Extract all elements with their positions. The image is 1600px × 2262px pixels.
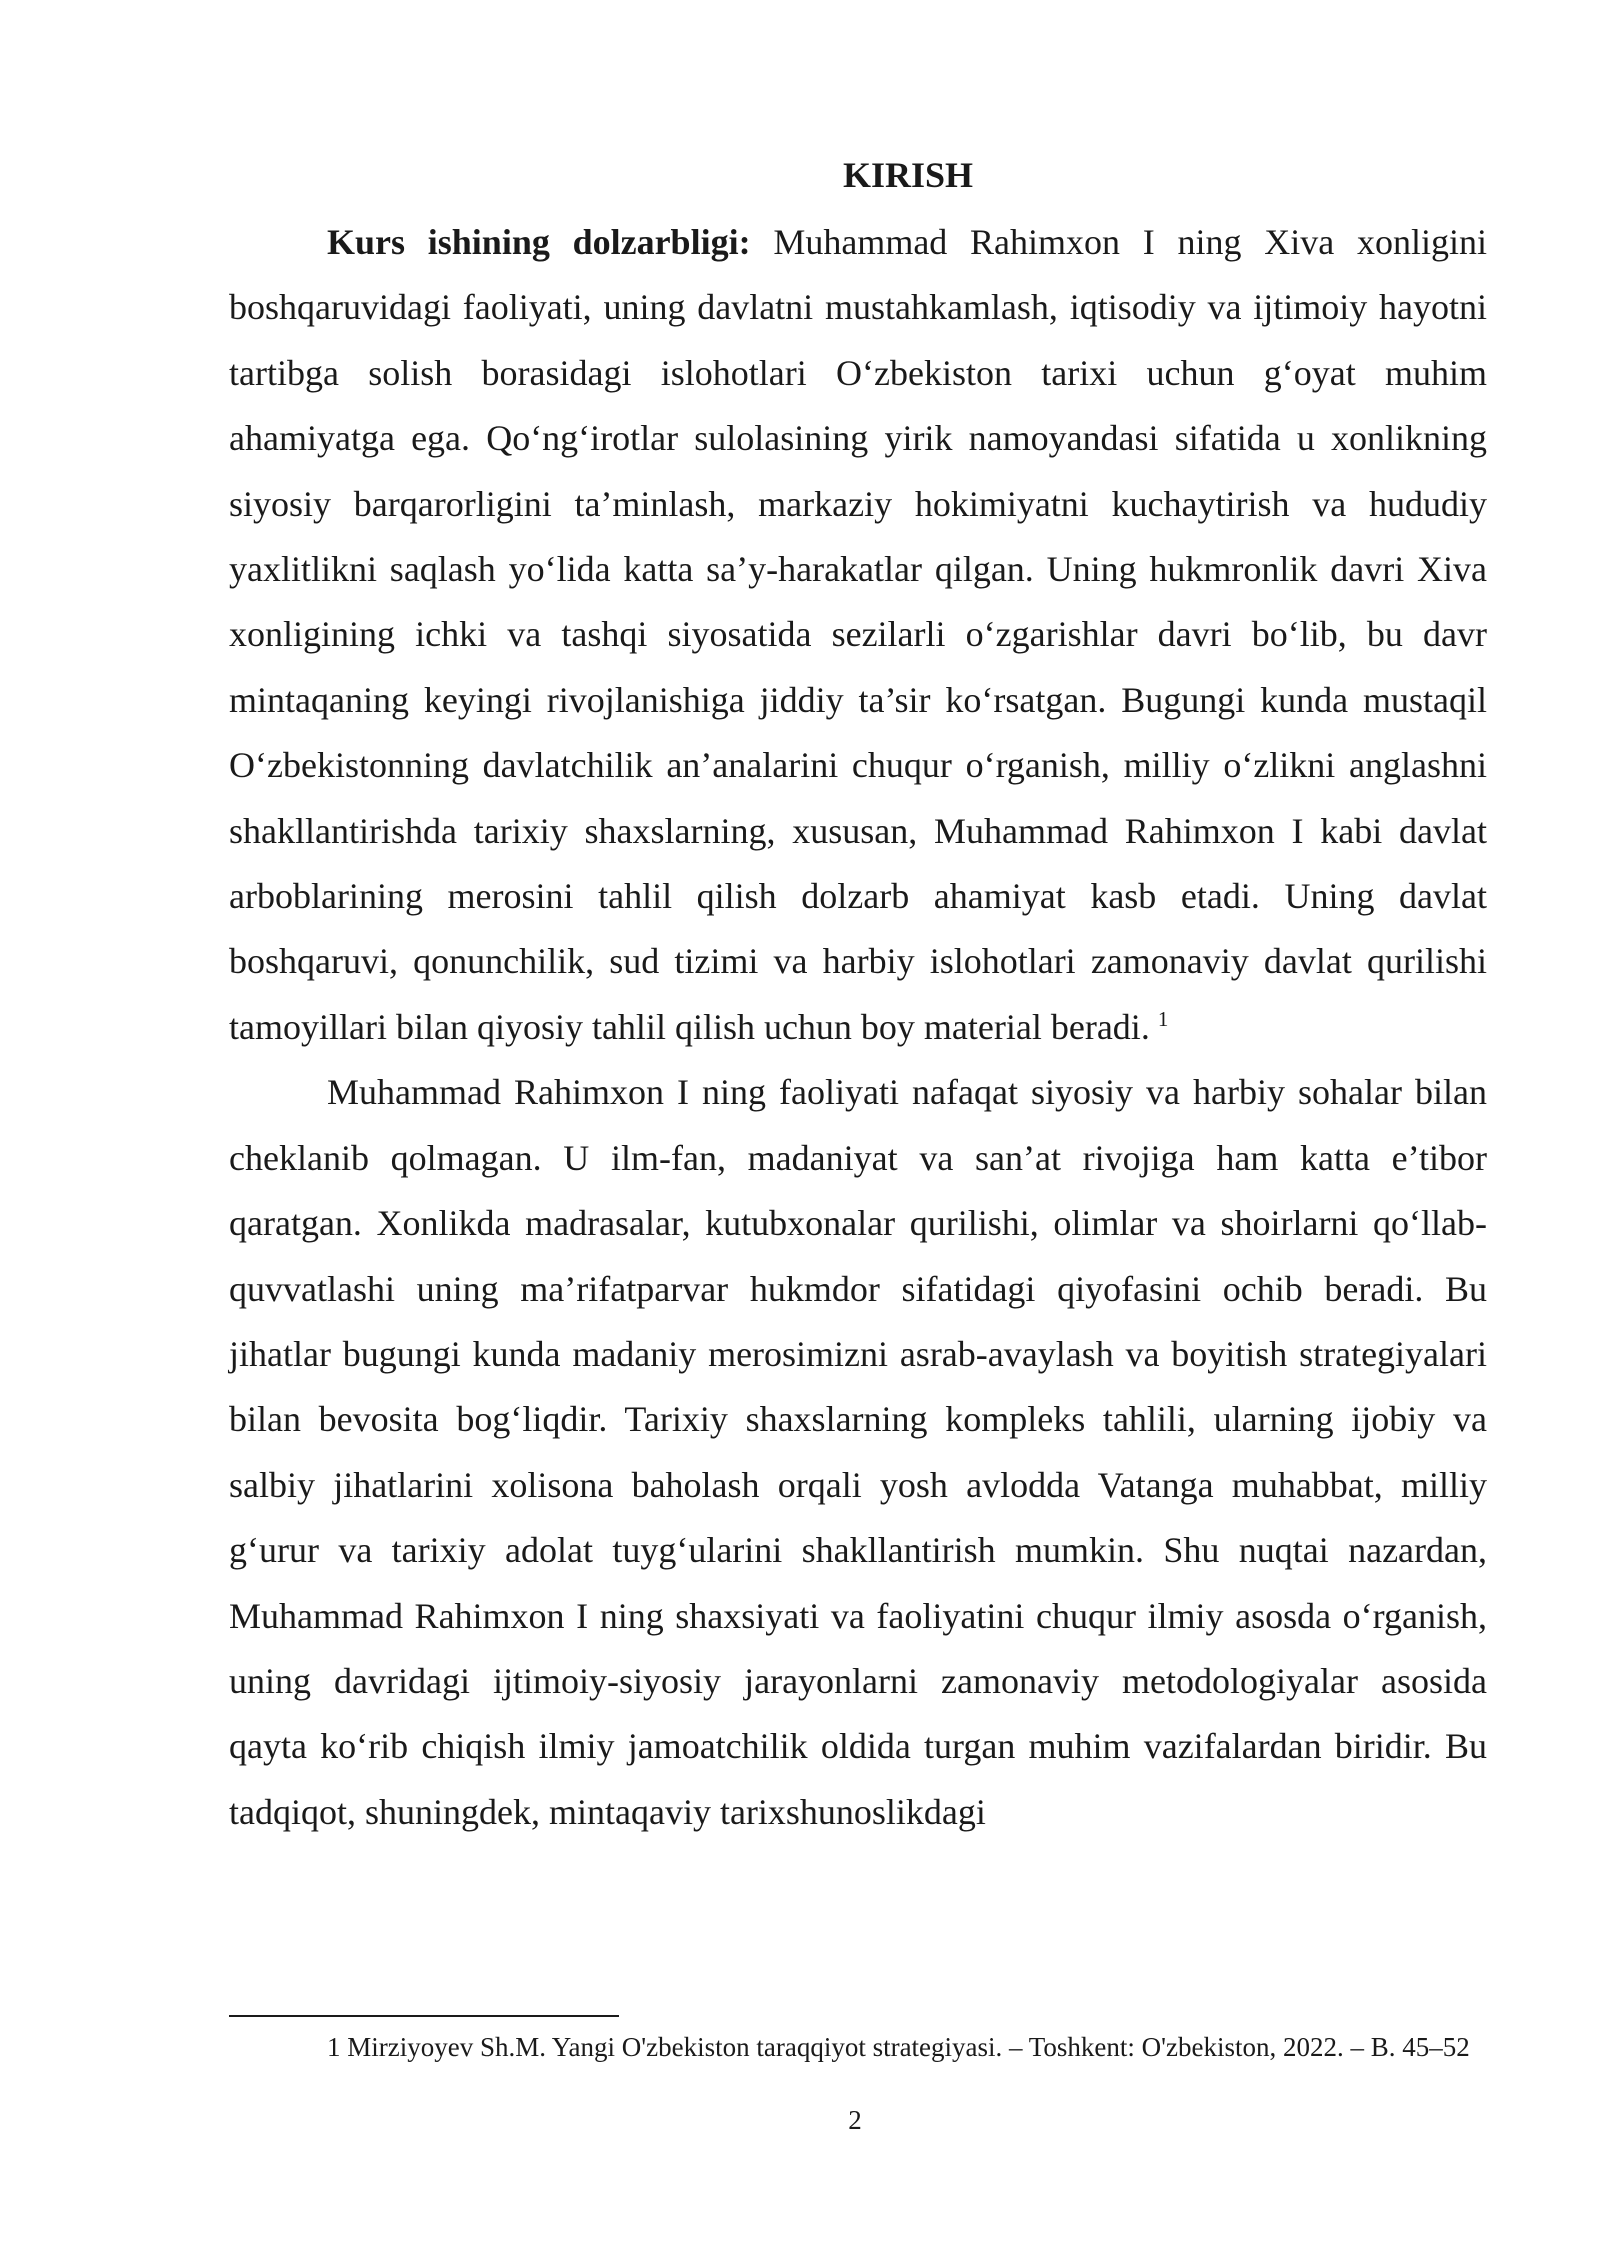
paragraph-relevance bbox=[229, 210, 1487, 1060]
page-content bbox=[229, 148, 1487, 1845]
paragraph-activity: Muhammad Rahimxon I ning faoliyati nafaqat siyosiy va harbiy sohalar bilan cheklanib qolmagan. U ilm-fan, madaniyat va san’at rivojiga ham katta e’tibor qaratgan. Xonlikda madrasalar, kutubxonalar qurilishi, olimlar va shoirlarni qo‘llab-quvvatlashi uning ma’rifatparvar hukmdor sifatidagi qiyofasini ochib beradi. Bu jihatlar bugungi kunda madaniy merosimizni asrab-avaylash va boyitish strategiyalari bilan bevosita bog‘liqdir. Tarixiy shaxslarning kompleks tahlili, ularning ijobiy va salbiy jihatlarini xolisona baholash orqali yosh avlodda Vatanga muhabbat, milliy g‘urur va tarixiy adolat tuyg‘ularini shakllantirish mumkin. Shu nuqtai nazardan, Muhammad Rahimxon I ning shaxsiyati va faoliyatini chuqur ilmiy asosda o‘rganish, uning davridagi ijtimoiy-siyosiy jarayonlarni zamonaviy metodologiyalar asosida qayta ko‘rib chiqish ilmiy jamoatchilik oldida turgan muhim vazifalardan biridir. Bu tadqiqot, shuningdek, mintaqaviy tarixshunoslikdagi bbox=[229, 1072, 1487, 1832]
section-title: KIRISH bbox=[842, 155, 974, 195]
footnote-divider bbox=[229, 2015, 619, 2017]
footnote-reference[interactable]: 1 bbox=[1157, 1006, 1169, 1031]
paragraph-lead: Kurs ishining dolzarbligi: bbox=[327, 222, 751, 262]
page-number: 2 bbox=[848, 2105, 862, 2135]
paragraph-body: Muhammad Rahimxon I ning Xiva xonligini boshqaruvidagi faoliyati, uning davlatni mustahkamlash, iqtisodiy va ijtimoiy hayotni tartibga solish borasidagi islohotlari O‘zbekiston tarixi uchun g‘oyat muhim ahamiyatga ega. Qo‘ng‘irotlar sulolasining yirik namoyandasi sifatida u xonlikning siyosiy barqarorligini ta’minlash, markaziy hokimiyatni kuchaytirish va hududiy yaxlitlikni saqlash yo‘lida katta sa’y-harakatlar qilgan. Uning hukmronlik davri Xiva xonligining ichki va tashqi siyosatida sezilarli o‘zgarishlar davri bo‘lib, bu davr mintaqaning keyingi rivojlanishiga jiddiy ta’sir ko‘rsatgan. Bugungi kunda mustaqil O‘zbekistonning davlatchilik an’analarini chuqur o‘rganish, milliy o‘zlikni anglashni shakllantirishda tarixiy shaxslarning, xususan, Muhammad Rahimxon I kabi davlat arboblarining merosini tahlil qilish dolzarb ahamiyat kasb etadi. Uning davlat boshqaruvi, qonunchilik, sud tizimi va harbiy islohotlari zamonaviy davlat qurilishi tamoyillari bilan qiyosiy tahlil qilish uchun boy material beradi. bbox=[229, 222, 1487, 1047]
footnote: 1 Mirziyoyev Sh.M. Yangi O'zbekiston taraqqiyot strategiyasi. – Toshkent: O'zbekiston, 2022. – B. 45–52 bbox=[327, 2032, 1470, 2062]
